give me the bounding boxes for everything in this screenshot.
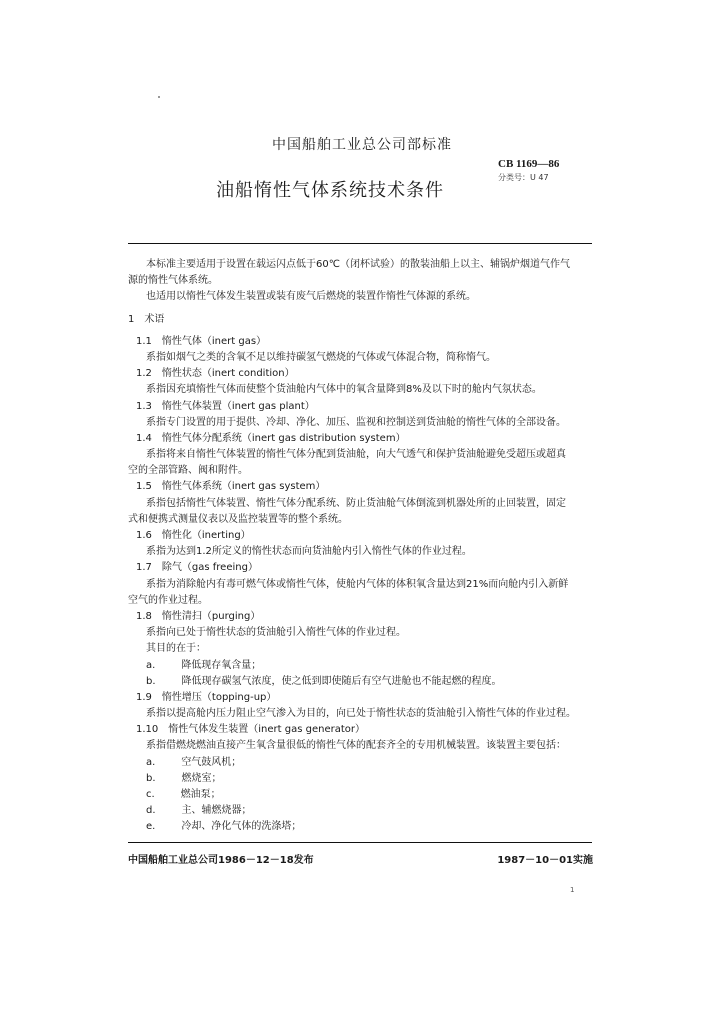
list-item-label: d. (146, 805, 156, 817)
list-item-text: 燃油泵； (180, 789, 221, 800)
term-heading: 1.6 惰性化（inerting） (136, 530, 251, 541)
term-definition: 系指为达到1.2所定义的惰性状态而向货油舱内引入惰性气体的作业过程。 (146, 546, 472, 558)
term-definition: 系指包括惰性气体装置、惰性气体分配系统、防止货油舱气体倒流到机器处所的止回装置，固定 (146, 497, 566, 509)
term-definition: 系指向已处于惰性状态的货油舱引入惰性气体的作业过程。 (146, 627, 406, 639)
classification-number: 分类号：U 47 (498, 173, 549, 182)
intro-line: 源的惰性气体系统。 (128, 275, 218, 287)
issue-date: 中国船舶工业总公司1986－12－18发布 (128, 855, 314, 866)
term-definition: 式和便携式测量仪表以及监控装置等的整个系统。 (128, 513, 348, 525)
list-item (128, 658, 596, 674)
list-item-label: a. (146, 659, 156, 671)
list-item (128, 803, 596, 819)
list-item (128, 755, 596, 771)
footer-divider (128, 842, 592, 843)
issuing-organization: 中国船舶工业总公司部标准 (272, 137, 452, 153)
term-definition: 空的全部管路、阀和附件。 (128, 465, 248, 477)
document-title: 油船惰性气体系统技术条件 (216, 180, 444, 201)
list-item-text: 降低现存碳氢气浓度，使之低到即使随后有空气进舱也不能起燃的程度。 (181, 675, 502, 687)
standard-number: CB 1169—86 (498, 158, 560, 170)
term-heading: 1.1 惰性气体（inert gas） (136, 335, 267, 347)
term-definition: 系指为消除舱内有毒可燃气体或惰性气体，使舱内气体的体积氧含量达到21%而向舱内引入新鲜 (146, 578, 569, 590)
term-definition: 空气的作业过程。 (128, 594, 208, 606)
effective-date: 1987－10－01实施 (497, 855, 593, 866)
term-definition: 系指将来自惰性气体装置的惰性气体分配到货油舱，向大气透气和保护货油舱避免受超压或超真 (146, 449, 566, 461)
term-definition: 系指因充填惰性气体而使整个货油舱内气体中的氧含量降到8%及以下时的舱内气氛状态。 (146, 384, 542, 396)
scan-speck (158, 96, 160, 98)
intro-line: 本标准主要适用于设置在载运闪点低于60℃（闭杯试验）的散装油船上以主、辅锅炉烟道气作气 (146, 259, 570, 270)
term-definition: 系指以提高舱内压力阻止空气渗入为目的，向已处于惰性状态的货油舱引入惰性气体的作业过程。 (146, 708, 576, 720)
term-definition: 系指如烟气之类的含氧不足以维持碳氢气燃烧的气体或气体混合物，简称惰气。 (146, 351, 496, 363)
intro-line: 也适用以惰性气体发生装置或装有废气后燃烧的装置作惰性气体源的系统。 (146, 291, 476, 303)
list-item-label: b. (146, 675, 156, 687)
term-list (128, 334, 596, 836)
list-item-label: b. (146, 772, 156, 784)
list-item-text: 空气鼓风机； (181, 756, 242, 768)
term-heading: 1.4 惰性气体分配系统（inert gas distribution system） (136, 432, 406, 444)
term-definition: 系指专门设置的用于提供、冷却、净化、加压、监视和控制送到货油舱的惰性气体的全部设备。 (146, 416, 566, 428)
term-definition: 其目的在于： (146, 643, 206, 655)
list-item-text: 降低现存氧含量； (181, 659, 262, 671)
term-definition: 系指借燃烧燃油直接产生氧含量很低的惰性气体的配套齐全的专用机械装置。该装置主要包括： (146, 740, 566, 752)
list-item (128, 674, 596, 690)
list-item-text: 燃烧室； (181, 772, 222, 784)
term-heading: 1.9 惰性增压（topping-up） (136, 691, 277, 703)
term-heading: 1.10 惰性气体发生装置（inert gas generator） (136, 724, 365, 736)
list-item (128, 787, 596, 803)
term-heading: 1.3 惰性气体装置（inert gas plant） (136, 400, 315, 412)
list-item-text: 主、辅燃烧器； (181, 805, 252, 817)
list-item (128, 819, 596, 835)
list-item (128, 771, 596, 787)
page-number: 1 (570, 886, 575, 894)
list-item-text: 冷却、净化气体的洗涤塔； (181, 821, 302, 833)
term-heading: 1.2 惰性状态（inert condition） (136, 368, 295, 380)
section-heading: 1 术语 (128, 313, 165, 325)
term-heading: 1.5 惰性气体系统（inert gas system） (136, 481, 326, 493)
term-heading: 1.7 除气（gas freeing） (136, 562, 258, 574)
document-body (128, 257, 596, 836)
header-divider (128, 243, 592, 244)
list-item-label: c. (146, 789, 155, 800)
term-heading: 1.8 惰性清扫（purging） (136, 610, 261, 622)
list-item-label: e. (146, 821, 156, 833)
list-item-label: a. (146, 756, 156, 768)
